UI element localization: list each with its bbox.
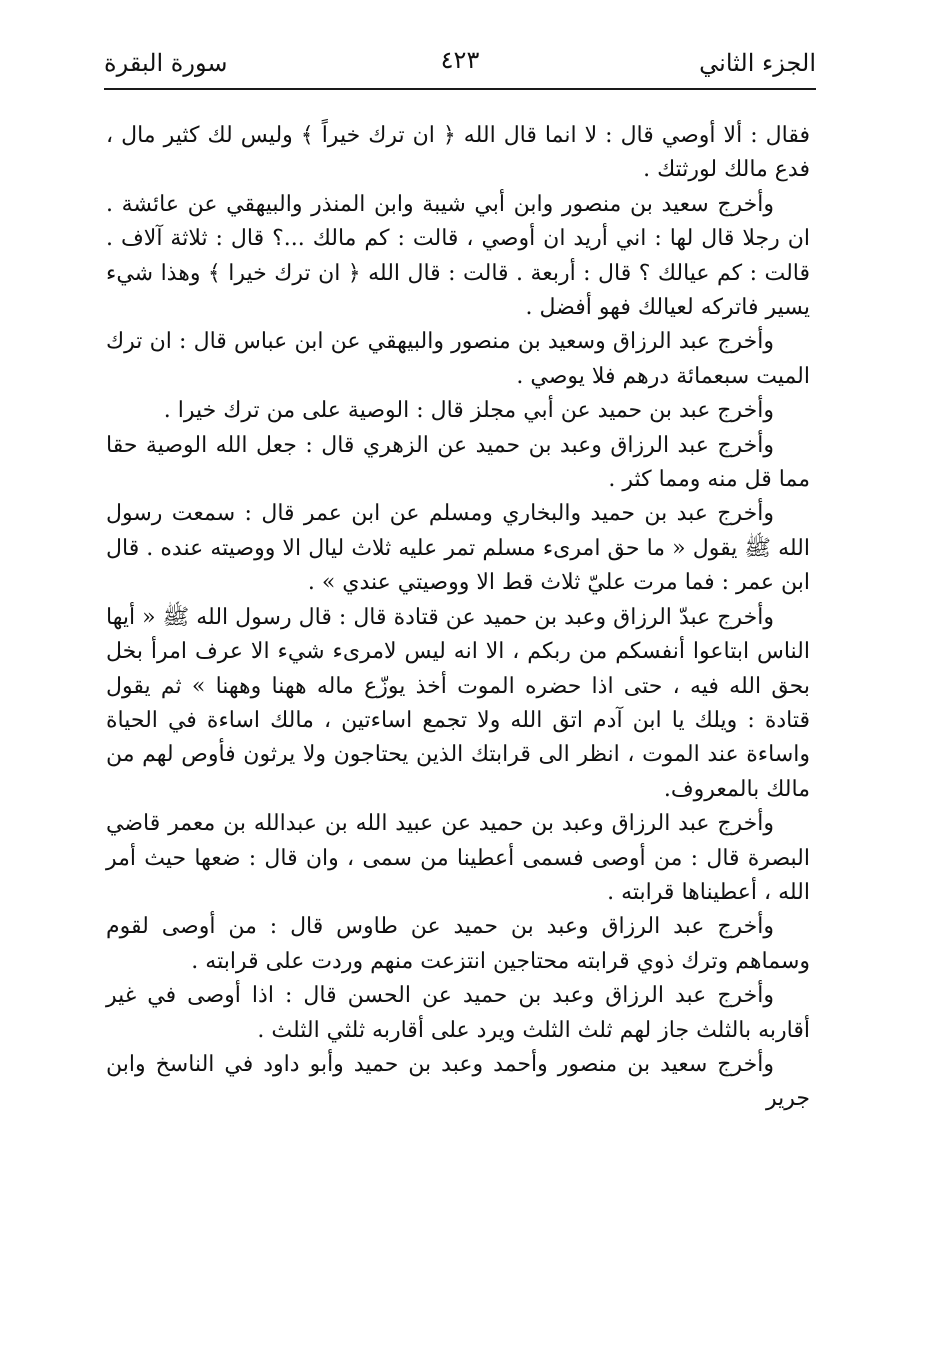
part-title: الجزء الثاني <box>699 49 816 77</box>
paragraph-5: وأخرج عبد الرزاق وعبد بن حميد عن الزهري قال : جعل الله الوصية حقا مما قل منه ومما كثر . <box>106 432 810 493</box>
body-text <box>106 119 810 1117</box>
paragraph-2: وأخرج سعيد بن منصور وابن أبي شيبة وابن المنذر والبيهقي عن عائشة . ان رجلا قال لها : اني أريد ان أوصي ، قالت : كم مالك ...؟ قال : ثلاثة آلاف . قالت : كم عيالك ؟ قال : أربعة . قالت : قال الله ﴿ ان ترك خيرا ﴾ وهذا شيء يسير فاتركه لعيالك فهو أفضل . <box>106 191 810 321</box>
paragraph-6: وأخرج عبد بن حميد والبخاري ومسلم عن ابن عمر قال : سمعت رسول الله ﷺ يقول « ما حق امرىء مسلم تمر عليه ثلاث ليال الا ووصيته عنده . قال ابن عمر : فما مرت عليّ ثلاث قط الا ووصيتي عندي » . <box>106 501 810 596</box>
paragraph-3: وأخرج عبد الرزاق وسعيد بن منصور والبيهقي عن ابن عباس قال : ان ترك الميت سبعمائة درهم فلا يوصي . <box>106 329 810 389</box>
surah-title: سورة البقرة <box>104 49 228 77</box>
paragraph-10: وأخرج عبد الرزاق وعبد بن حميد عن الحسن قال : اذا أوصى في غير أقاربه بالثلث جاز لهم ثلث الثلث ويرد على أقاربه ثلثي الثلث . <box>106 983 810 1043</box>
paragraph-8: وأخرج عبد الرزاق وعبد بن حميد عن عبيد الله بن عبدالله بن معمر قاضي البصرة قال : من أوصى فسمى أعطينا من سمى ، وان قال : ضعها حيث أمر الله ، أعطيناها قرابته . <box>106 811 810 905</box>
paragraph-7: وأخرج عبدّ الرزاق وعبد بن حميد عن قتادة قال : قال رسول الله ﷺ « أيها الناس ابتاعوا أنفسكم من ربكم ، الا انه ليس لامرىء شيء الا عرف امرأ بخل بحق الله فيه ، حتى اذا حضره الموت أخذ يوزّع ماله ههنا وههنا » ثم يقول قتادة : ويلك يا ابن آدم اتق الله ولا تجمع اساءتين ، مالك اساءة في الحياة واساءة عند الموت ، انظر الى قرابتك الذين يحتاجون ولا يرثون فأوص لهم من مالك بالمعروف. <box>106 604 810 802</box>
page-header <box>104 38 816 88</box>
paragraph-1: فقال : ألا أوصي قال : لا انما قال الله ﴿ ان ترك خيراً ﴾ وليس لك كثير مال ، فدع مالك لورثتك . <box>106 123 810 183</box>
paragraph-4: وأخرج عبد بن حميد عن أبي مجلز قال : الوصية على من ترك خيرا . <box>163 398 774 424</box>
header-divider <box>104 88 816 90</box>
paragraph-9: وأخرج عبد الرزاق وعبد بن حميد عن طاوس قال : من أوصى لقوم وسماهم وترك ذوي قرابته محتاجين انتزعت منهم وردت على قرابته . <box>106 914 810 974</box>
paragraph-11: وأخرج سعيد بن منصور وأحمد وعبد بن حميد وأبو داود في الناسخ وابن جرير <box>106 1051 810 1112</box>
page-number: ٤٢٣ <box>440 46 480 74</box>
